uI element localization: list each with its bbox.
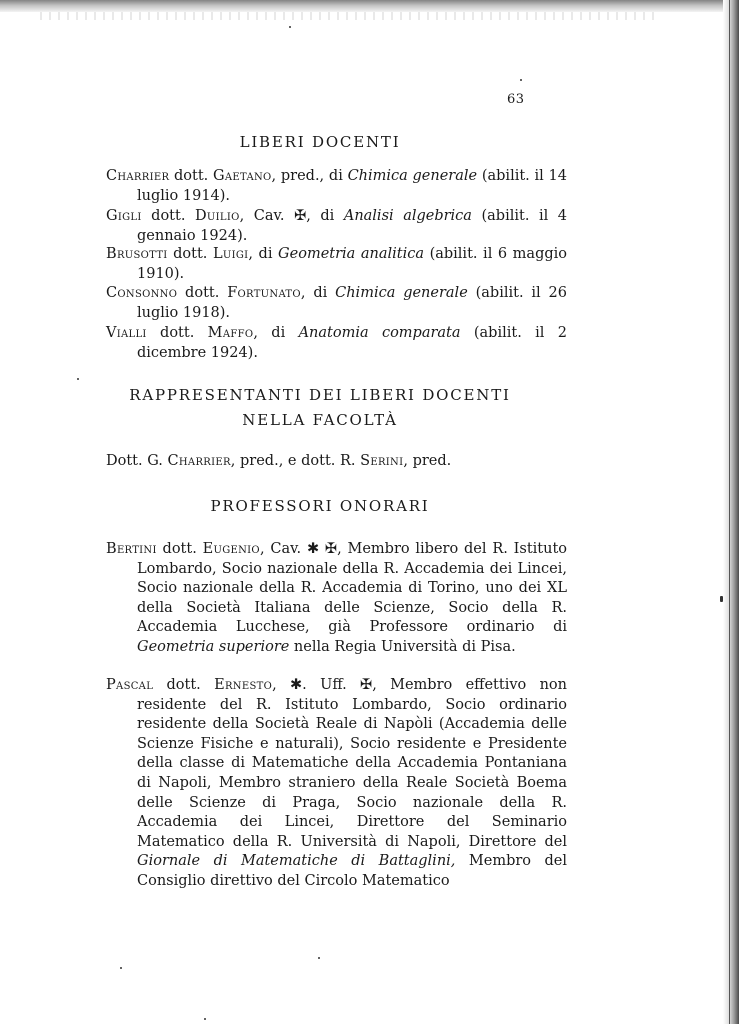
entry-first-name: Fortunato bbox=[227, 285, 301, 301]
entry-text: dott. bbox=[153, 677, 215, 693]
entry-text: , di bbox=[248, 246, 279, 262]
heading-rappresentanti-line1: RAPPRESENTANTI DEI LIBERI DOCENTI bbox=[129, 386, 511, 404]
entry-text: dott. bbox=[167, 246, 213, 262]
entry-text: , Cav. ✠, di bbox=[239, 208, 344, 224]
scan-speck bbox=[520, 79, 522, 81]
scan-right-binding-line bbox=[729, 0, 730, 1024]
entry-text: , Cav. ✱ ✠, Membro libero del R. Istituto Lombardo, Socio nazionale della R. Accademia dei Lincei, Socio nazionale della R. Accademia di Torino, uno dei XL della Società Italiana delle Scienze, Socio della R. Accademia Lucchese, già Professore ordinario di bbox=[137, 541, 567, 636]
scan-speck bbox=[318, 957, 320, 959]
representatives-line bbox=[106, 452, 451, 472]
scan-speck bbox=[720, 596, 723, 602]
entry-professori-onorari bbox=[106, 540, 567, 658]
heading-rappresentanti-line2: NELLA FACOLTÀ bbox=[242, 411, 398, 429]
entry-subject: Anatomia comparata bbox=[298, 325, 461, 341]
entry-liberi-docenti bbox=[106, 324, 567, 363]
entry-first-name: Luigi bbox=[212, 246, 249, 262]
entry-subject: Chimica generale bbox=[335, 285, 468, 301]
entry-liberi-docenti bbox=[106, 245, 567, 284]
entry-subject: Giornale di Matematiche di Battaglini, bbox=[137, 853, 456, 870]
entry-text: dott. bbox=[169, 168, 214, 184]
entry-surname: Vialli bbox=[106, 325, 147, 341]
entry-surname: Charrier bbox=[106, 168, 170, 184]
entry-text: dott. bbox=[156, 541, 203, 557]
rep-text: , pred. bbox=[403, 453, 452, 469]
entry-text: (abilit. il 4 gennaio 1924). bbox=[137, 208, 567, 244]
rep-surname: Serini bbox=[360, 453, 404, 469]
entry-subject: Geometria superiore bbox=[137, 638, 290, 655]
entry-surname: Bertini bbox=[106, 541, 157, 557]
entry-subject: Analisi algebrica bbox=[343, 208, 472, 224]
entry-first-name: Maffo bbox=[207, 325, 254, 341]
entry-text: , ✱. Uff. ✠, Membro effettivo non residente del R. Istituto Lombardo, Socio ordinario residente della Società Reale di Napòli (Accademia delle Scienze Fisiche e naturali), Socio residente e Presidente della classe di Matematiche della Accademia Pontaniana di Napoli, Membro straniero della Reale Società Boema delle Scienze di Praga, Socio nazionale della R. Accademia dei Lincei, Direttore del Seminario Matematico della R. Università di Napoli, Direttore del bbox=[137, 677, 567, 850]
entry-surname: Consonno bbox=[106, 285, 178, 301]
scan-speck bbox=[77, 378, 79, 380]
entry-surname: Brusotti bbox=[106, 246, 168, 262]
entry-text: dott. bbox=[177, 285, 228, 301]
entry-text: (abilit. il 2 dicembre 1924). bbox=[137, 325, 568, 361]
rep-surname: Charrier bbox=[167, 453, 231, 469]
scan-speck bbox=[120, 967, 122, 969]
entry-text: (abilit. il 14 luglio 1914). bbox=[137, 168, 567, 204]
entry-liberi-docenti bbox=[106, 207, 567, 246]
rep-text: Dott. G. bbox=[106, 453, 168, 469]
entry-text: (abilit. il 26 luglio 1918). bbox=[137, 285, 567, 321]
entry-text: (abilit. il 6 maggio 1910). bbox=[137, 246, 568, 282]
entry-text: dott. bbox=[141, 208, 195, 224]
entry-text: , pred., di bbox=[271, 168, 348, 184]
heading-professori-onorari: PROFESSORI ONORARI bbox=[210, 497, 430, 515]
rep-text: , pred., e dott. R. bbox=[230, 453, 361, 469]
heading-liberi-docenti: LIBERI DOCENTI bbox=[239, 133, 401, 151]
scan-right-edge-shadow bbox=[723, 0, 739, 1024]
entry-first-name: Eugenio bbox=[202, 541, 260, 557]
entry-subject: Geometria analitica bbox=[278, 246, 425, 262]
scan-speck bbox=[289, 26, 291, 28]
entry-professori-onorari bbox=[106, 676, 567, 892]
entry-text: Membro del Consiglio direttivo del Circolo Matematico bbox=[137, 853, 567, 889]
scan-top-speckle bbox=[40, 12, 660, 20]
entry-subject: Chimica generale bbox=[347, 168, 478, 184]
page-number: 63 bbox=[507, 92, 525, 107]
entry-text: , di bbox=[253, 325, 299, 341]
entry-text: dott. bbox=[146, 325, 208, 341]
entry-liberi-docenti bbox=[106, 167, 567, 206]
entry-surname: Gigli bbox=[106, 208, 142, 224]
scan-speck bbox=[204, 1018, 206, 1020]
scan-top-edge-shadow bbox=[0, 0, 739, 12]
entry-first-name: Gaetano bbox=[213, 168, 272, 184]
entry-text: , di bbox=[300, 285, 336, 301]
entry-text: nella Regia Università di Pisa. bbox=[289, 638, 516, 655]
entry-first-name: Ernesto bbox=[214, 677, 273, 693]
entry-first-name: Duilio bbox=[194, 208, 240, 224]
entry-liberi-docenti bbox=[106, 284, 567, 323]
entry-surname: Pascal bbox=[106, 677, 154, 693]
